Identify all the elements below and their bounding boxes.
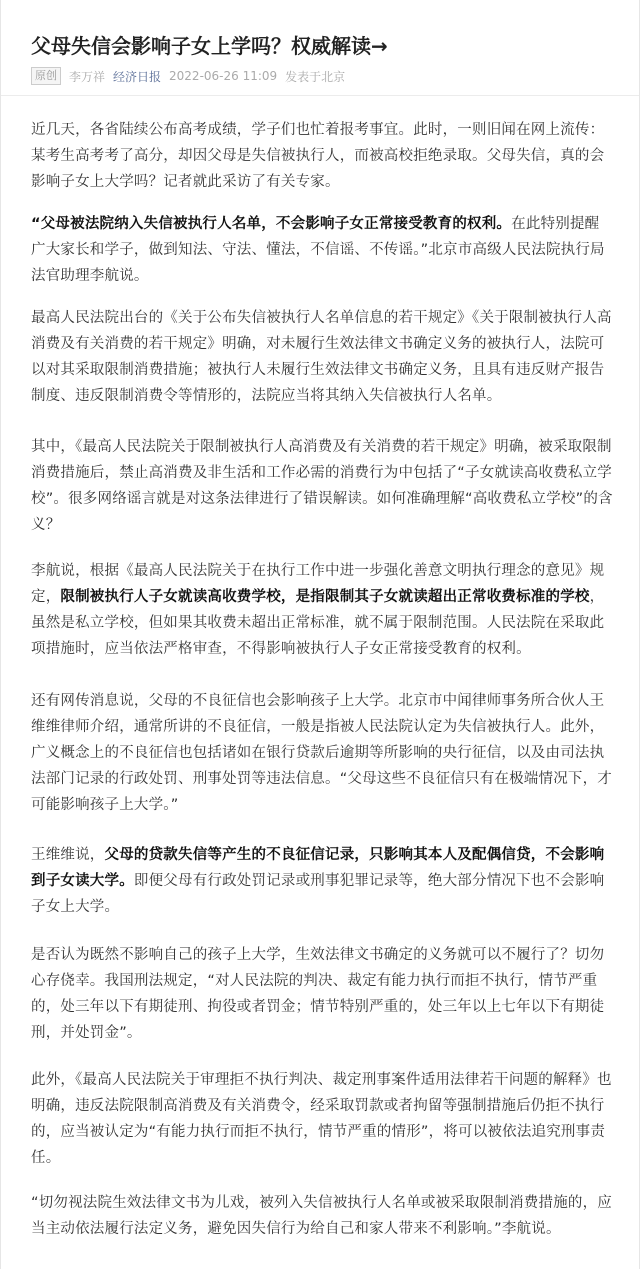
paragraph-7 bbox=[31, 842, 613, 920]
paragraph-bold-text: “父母被法院纳入失信被执行人名单，不会影响子女正常接受教育的权利。 bbox=[31, 216, 512, 232]
header-divider bbox=[1, 95, 639, 96]
paragraph-text: 最高人民法院出台的《关于公布失信被执行人名单信息的若干规定》《关于限制被执行人高消费及有关消费的若干规定》明确，对未履行生效法律文书确定义务的被执行人，法院可以对其采取限制消费措施；被执行人未履行生效法律文书确定义务，且具有违反财产报告制度、违反限制消费令等情形的，法院应当将其纳入失信被执行人名单。 bbox=[31, 310, 612, 404]
paragraph-text: 此外，《最高人民法院关于审理拒不执行判决、裁定刑事案件适用法律若干问题的解释》也明确，违反法院限制高消费及有关消费令，经采取罚款或者拘留等强制措施后仍拒不执行的，应当被认定为“有能力执行而拒不执行，情节严重的情形”，将可以被依法追究刑事责任。 bbox=[31, 1072, 612, 1166]
paragraph-text: 还有网传消息说，父母的不良征信也会影响孩子上大学。北京市中闻律师事务所合伙人王维维律师介绍，通常所讲的不良征信，一般是指被人民法院认定为失信被执行人。此外，广义概念上的不良征信也包括诸如在银行贷款后逾期等所影响的央行征信，以及由司法执法部门记录的行政处罚、刑事处罚等违法信息。“父母这些不良征信只有在极端情况下，才可能影响孩子上大学。” bbox=[31, 693, 613, 813]
article-meta bbox=[31, 66, 345, 86]
paragraph-9 bbox=[31, 1067, 613, 1171]
paragraph-bold-text: 父母的贷款失信等产生的不良征信记录，只影响其本人及配偶信贷，不会影响到子女读大学。 bbox=[31, 847, 605, 889]
paragraph-text: 是否认为既然不影响自己的孩子上大学，生效法律文书确定的义务就可以不履行了？切勿心存侥幸。我国刑法规定，“对人民法院的判决、裁定有能力执行而拒不执行，情节严重的，处三年以下有期徒刑、拘役或者罚金；情节特别严重的，处三年以上七年以下有期徒刑，并处罚金”。 bbox=[31, 947, 605, 1041]
publish-datetime: 2022-06-26 11:09 bbox=[169, 69, 278, 83]
paragraph-text: “切勿视法院生效法律文书为儿戏，被列入失信被执行人名单或被采取限制消费措施的，应当主动依法履行法定义务，避免因失信行为给自己和家人带来不利影响。”李航说。 bbox=[31, 1195, 613, 1237]
paragraph-1 bbox=[31, 117, 613, 195]
paragraph-text: 李航说，根据《最高人民法院关于在执行工作中进一步强化善意文明执行理念的意见》规定， bbox=[31, 563, 605, 605]
paragraph-text: 即便父母有行政处罚记录或刑事犯罪记录等，绝大部分情况下也不会影响子女上大学。 bbox=[31, 873, 605, 915]
paragraph-text: 王维维说， bbox=[31, 847, 105, 863]
paragraph-bold-text: 限制被执行人子女就读高收费学校，是指限制其子女就读超出正常收费标准的学校 bbox=[60, 589, 590, 605]
original-badge: 原创 bbox=[31, 67, 61, 85]
paragraph-text: ，虽然是私立学校，但如果其收费未超出正常标准，就不属于限制范围。人民法院在采取此项措施时，应当依法严格审查，不得影响被执行人子女正常接受教育的权利。 bbox=[31, 589, 605, 657]
paragraph-6 bbox=[31, 688, 613, 818]
paragraph-8 bbox=[31, 942, 613, 1046]
paragraph-text: 近几天，各省陆续公布高考成绩，学子们也忙着报考事宜。此时，一则旧闻在网上流传：某考生高考考了高分，却因父母是失信被执行人，而被高校拒绝录取。父母失信，真的会影响子女上大学吗？记者就此采访了有关专家。 bbox=[31, 122, 605, 190]
paragraph-4 bbox=[31, 434, 613, 538]
paragraph-5 bbox=[31, 558, 613, 662]
article-title: 父母失信会影响子女上学吗？权威解读→ bbox=[31, 34, 388, 58]
paragraph-text: 其中，《最高人民法院关于限制被执行人高消费及有关消费的若干规定》明确，被采取限制消费措施后，禁止高消费及非生活和工作必需的消费行为中包括了“子女就读高收费私立学校”。很多网络谣言就是对这条法律进行了错误解读。如何准确理解“高收费私立学校”的含义？ bbox=[31, 439, 613, 533]
publish-location: 发表于北京 bbox=[285, 69, 346, 84]
paragraph-2 bbox=[31, 211, 613, 289]
author-name: 李万祥 bbox=[69, 69, 106, 84]
paragraph-3 bbox=[31, 305, 613, 409]
paragraph-text: 在此特别提醒广大家长和学子，做到知法、守法、懂法，不信谣、不传谣。”北京市高级人民法院执行局法官助理李航说。 bbox=[31, 216, 605, 284]
paragraph-10 bbox=[31, 1190, 613, 1242]
source-link[interactable]: 经济日报 bbox=[113, 69, 162, 84]
